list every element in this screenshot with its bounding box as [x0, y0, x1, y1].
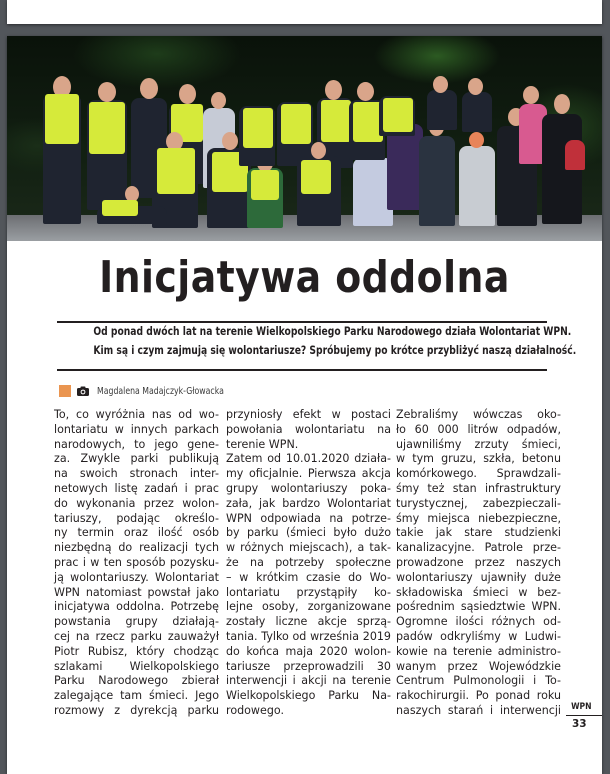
page-number: 33 — [572, 718, 587, 730]
text-line: my oficjalnie. Pierwsza akcja — [226, 467, 391, 481]
text-line: prac i w ten sposób pozysku- — [54, 555, 219, 569]
text-line: takie jak stare studzienki — [396, 526, 561, 540]
text-line: Wielkopolskiego Parku Na- — [226, 689, 391, 703]
text-line: na swoich stronach inter- — [54, 467, 219, 481]
text-line: Parku Narodowego zbierał — [54, 674, 219, 688]
text-line: Zatem od 10.01.2020 działa- — [226, 452, 391, 466]
text-line: prowadzone przez naszych — [396, 555, 561, 569]
text-line: zała, jak bardzo Wolontariat — [226, 496, 391, 510]
volunteers-group-photo — [7, 36, 602, 241]
text-line: naszych starań i interwencji — [396, 703, 561, 717]
text-line: netowych listę zadań i prac — [54, 481, 219, 495]
text-line: padów odkryliśmy w Ludwi- — [396, 629, 561, 643]
text-line: do końca maja 2020 wolon- — [226, 644, 391, 658]
byline — [59, 384, 252, 398]
text-column-1 — [54, 408, 219, 719]
text-line: Ogromne ilości różnych od- — [396, 615, 561, 629]
text-line: śmy miejsca niebezpieczne, — [396, 511, 561, 525]
pdf-page — [7, 36, 602, 774]
text-line: że na potrzeby społeczne — [226, 555, 391, 569]
text-line: kanalizacyjne. Patrole prze- — [396, 541, 561, 555]
text-line: powstania grupy działają- — [54, 615, 219, 629]
text-line: by parku (śmieci było dużo — [226, 526, 391, 540]
text-line: grupy wolontariuszy poka- — [226, 481, 391, 495]
text-line: Piotr Rubisz, który chodząc — [54, 644, 219, 658]
text-line: zostały liczne akcje sprzą- — [226, 615, 391, 629]
text-line: ją wolontariuszy. Wolontariat — [54, 570, 219, 584]
text-line: przyniosły efekt w postaci — [226, 408, 391, 421]
text-line: ło 60 000 litrów odpadów, — [396, 422, 561, 436]
text-line: interwencji i akcji na terenie — [226, 674, 391, 688]
text-line: WPN odpowiada na potrze- — [226, 511, 391, 525]
text-line: ny termin oraz ilość osób — [54, 526, 219, 540]
magazine-name: WPN — [571, 702, 592, 712]
text-line: rakochirurgii. Po ponad roku — [396, 689, 561, 703]
text-column-3 — [396, 408, 561, 719]
text-line: tariuszy, podając określo- — [54, 511, 219, 525]
text-line: wolontariuszy ujawniły duże — [396, 570, 561, 584]
text-line: tania. Tylko od września 2019 — [226, 629, 391, 643]
text-column-2 — [226, 408, 391, 719]
text-line: w różnych miejscach), a tak- — [226, 541, 391, 555]
text-line: w tym gruzu, szkła, betonu — [396, 452, 561, 466]
text-line: zalegające tam śmieci. Jego — [54, 689, 219, 703]
author-name: Magdalena Madajczyk-Głowacka — [97, 385, 224, 397]
text-line: ujawniliśmy zrzuty śmieci, — [396, 437, 561, 451]
text-line: wanym przez Wojewódzkie — [396, 659, 561, 673]
lead-bottom-rule — [57, 369, 547, 371]
text-line: za. Zwykle parki publikują — [54, 452, 219, 466]
text-line: składowiska śmieci w bez- — [396, 585, 561, 599]
page-folio — [566, 702, 602, 730]
camera-icon — [77, 386, 89, 396]
text-line: kowie na terenie administro- — [396, 644, 561, 658]
text-line: rozmowy z dyrekcją parku — [54, 703, 219, 717]
text-line: rodowego. — [226, 703, 284, 717]
text-line: komórkowego. Sprawdzali- — [396, 467, 561, 481]
text-line: Zebraliśmy wówczas oko- — [396, 408, 561, 421]
text-line: terenie WPN. — [226, 437, 299, 451]
text-line: tariusze przeprowadzili 30 — [226, 659, 391, 673]
text-line: powołania wolontariatu na — [226, 422, 391, 436]
text-line: – w krótkim czasie do Wo- — [226, 570, 391, 584]
article-title: Inicjatywa oddolna — [99, 252, 510, 303]
text-line: WPN natomiast powstał jako — [54, 585, 219, 599]
lead-line: Kim są i czym zajmują się wolontariusze? Spróbujemy po krótce przybliżyć naszą działalność. — [93, 344, 577, 357]
text-line: To, co wyróżnia nas od wo- — [54, 408, 219, 421]
text-line: lontariatu w innych parkach — [54, 422, 219, 436]
text-line: niezbędną do realizacji tych — [54, 541, 219, 555]
accent-square — [59, 385, 71, 397]
text-line: lontariatu przystąpiły ko- — [226, 585, 391, 599]
previous-page-bottom — [7, 0, 602, 24]
text-line: narodowych, to jego gene- — [54, 437, 219, 451]
text-line: turystycznej, zabezpieczali- — [396, 496, 561, 510]
text-line: pośrednim sąsiedztwie WPN. — [396, 600, 561, 614]
text-line: lejne osoby, zorganizowane — [226, 600, 391, 614]
folio-rule — [566, 715, 602, 716]
text-line: Centrum Pulmonologii i To- — [396, 674, 561, 688]
article-lead — [93, 322, 577, 360]
text-line: szlakami Wielkopolskiego — [54, 659, 219, 673]
text-line: cej na rzecz parku zauważył — [54, 629, 219, 643]
text-line: śmy też stan infrastruktury — [396, 481, 561, 495]
text-line: do wykonania przez wolon- — [54, 496, 219, 510]
text-line: inicjatywa oddolna. Potrzebę — [54, 600, 219, 614]
lead-line: Od ponad dwóch lat na terenie Wielkopolskiego Parku Narodowego działa Wolontariat WPN. — [93, 325, 572, 338]
